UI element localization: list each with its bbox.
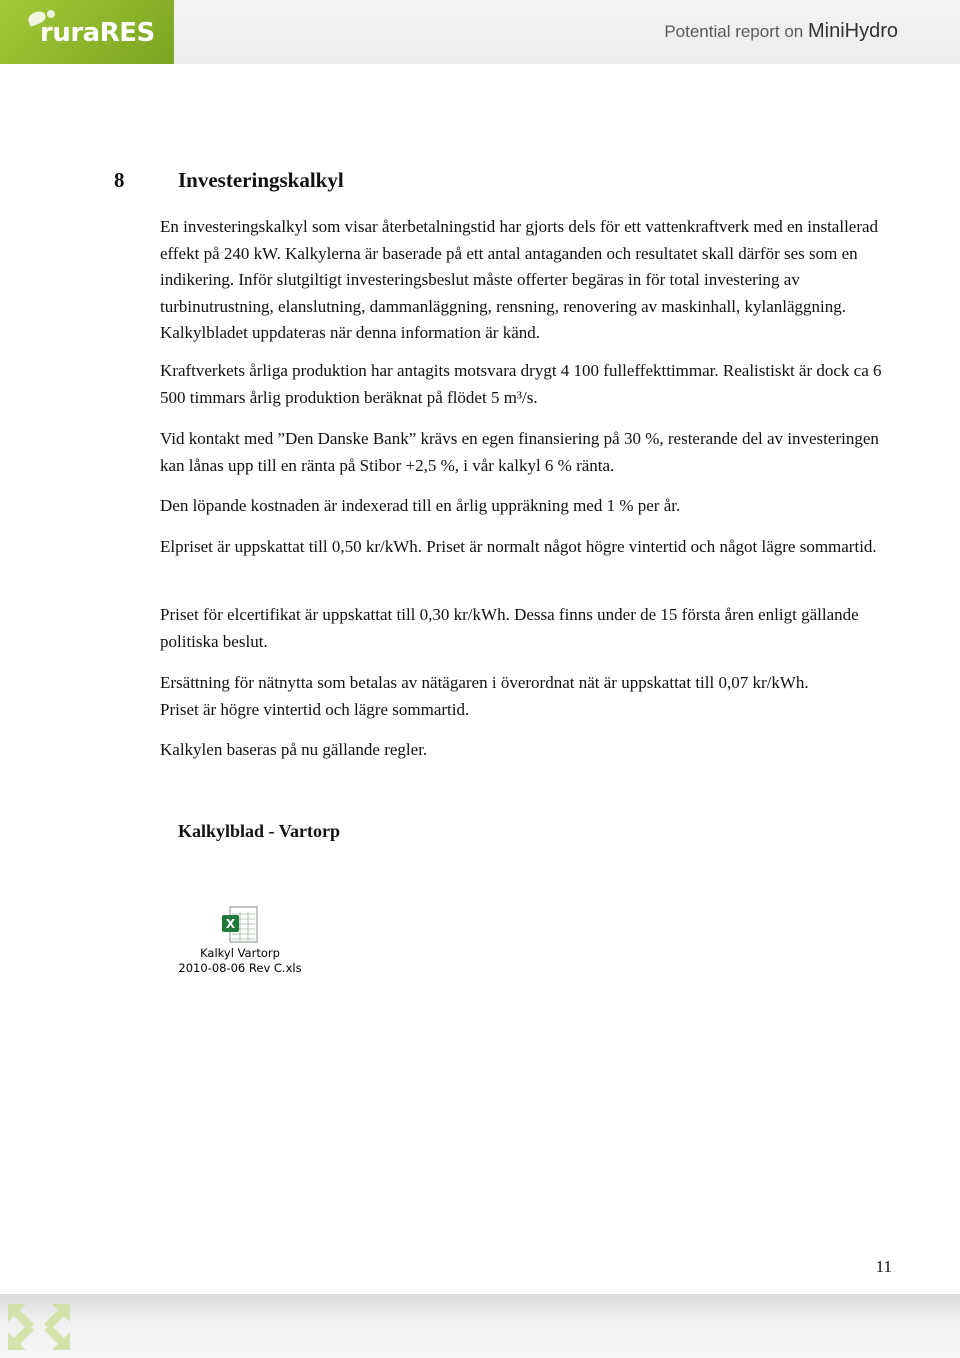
report-title-prefix: Potential report on: [664, 22, 808, 41]
paragraph-intro: En investeringskalkyl som visar återbetalningstid har gjorts dels för ett vattenkraftverk med en installerad effekt på 240 kW. Kalkylerna är baserade på ett antal antaganden och resultatet skall därför ses som en indikering. Inför slutgiltigt investeringsbeslut måste offerter begäras in för total investering av turbinutrustning, elanslutning, dammanläggning, rensning, renovering av maskinhall, kylanläggning. Kalkylbladet uppdateras när denna information är känd.: [160, 217, 879, 342]
paragraph-electricity-price: Elpriset är uppskattat till 0,50 kr/kWh. Priset är normalt något högre vintertid och något lägre sommartid.: [160, 537, 877, 556]
report-title-brand: MiniHydro: [807, 20, 898, 42]
logo-text: ruraRES: [40, 18, 155, 48]
ruraRES-logo: [0, 0, 174, 64]
paragraph-financing: Vid kontakt med ”Den Danske Bank” krävs en egen finansiering på 30 %, resterande del av investeringen kan lånas upp till en ränta på Stibor +2,5 %, i vår kalkyl 6 % ränta.: [160, 429, 879, 475]
section-title: Investeringskalkyl: [178, 168, 344, 192]
paragraph-running-cost: Den löpande kostnaden är indexerad till en årlig uppräkning med 1 % per år.: [160, 496, 681, 515]
svg-text:X: X: [225, 917, 236, 931]
report-title: [664, 20, 898, 43]
paragraph-certificate-price: Priset för elcertifikat är uppskattat till 0,30 kr/kWh. Dessa finns under de 15 första åren enligt gällande politiska beslut.: [160, 605, 859, 651]
excel-file-icon[interactable]: [220, 906, 260, 944]
paragraph-rules: Kalkylen baseras på nu gällande regler.: [160, 740, 428, 759]
attachment-filename-line1: Kalkyl Vartorp: [200, 946, 280, 960]
dot-icon: [47, 10, 55, 18]
paragraph-production: Kraftverkets årliga produktion har antagits motsvara drygt 4 100 fulleffekttimmar. Realistiskt är dock ca 6 500 timmars årlig produktion beräknat på flödet 5 m³/s.: [160, 361, 882, 407]
arrows-decoration-icon: [4, 1298, 94, 1354]
section-number: 8: [114, 168, 125, 192]
page-header: [0, 0, 960, 64]
page-number: 11: [875, 1257, 892, 1276]
attachment-filename[interactable]: [178, 946, 302, 976]
section-heading: [114, 168, 344, 193]
paragraph-grid-benefit: Ersättning för nätnytta som betalas av nätägaren i överordnat nät är uppskattat till 0,07 kr/kWh. Priset är högre vintertid och lägre sommartid.: [160, 673, 809, 719]
spreadsheet-heading: Kalkylblad - Vartorp: [178, 821, 341, 841]
attachment-filename-line2: 2010-08-06 Rev C.xls: [178, 961, 302, 975]
page-footer: [0, 1294, 960, 1358]
